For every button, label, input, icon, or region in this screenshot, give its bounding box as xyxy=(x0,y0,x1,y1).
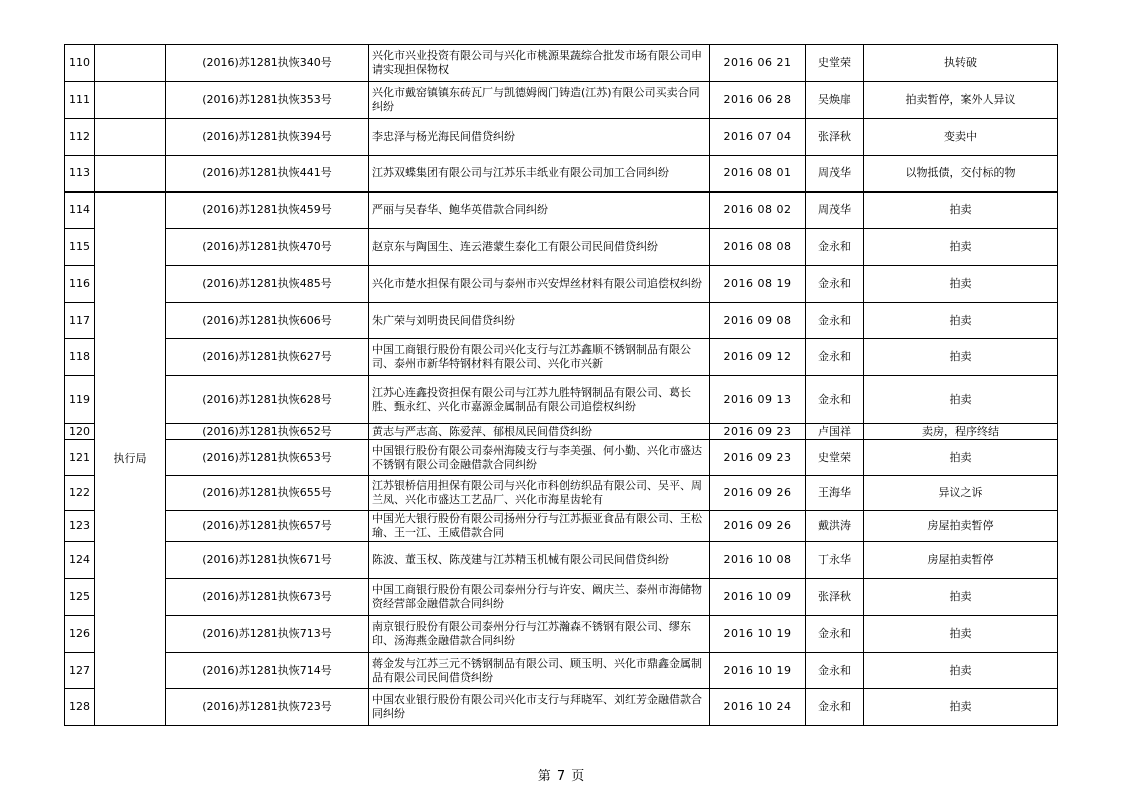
row-number: 118 xyxy=(65,339,95,376)
case-status: 拍卖 xyxy=(864,303,1058,339)
case-status: 拍卖 xyxy=(864,229,1058,266)
case-status: 房屋拍卖暂停 xyxy=(864,511,1058,542)
row-number: 119 xyxy=(65,376,95,424)
case-parties-text: 李忠泽与杨光海民间借贷纠纷 xyxy=(372,130,515,143)
table-row xyxy=(65,579,1058,616)
case-parties xyxy=(369,440,710,476)
filing-date: 2016 10 19 xyxy=(710,616,806,653)
judge-name: 金永和 xyxy=(806,339,864,376)
filing-date: 2016 08 02 xyxy=(710,192,806,229)
case-parties-text: 严丽与吴春华、鲍华英借款合同纠纷 xyxy=(372,203,548,217)
case-parties-text: 中国农业银行股份有限公司兴化市支行与拜晓军、刘红芳金融借款合同纠纷 xyxy=(372,693,702,720)
judge-name: 张泽秋 xyxy=(806,579,864,616)
case-status: 拍卖 xyxy=(864,689,1058,726)
case-parties-text: 中国工商银行股份有限公司兴化支行与江苏鑫顺不锈钢制品有限公司、泰州市新华特钢材料有限公司、兴化市兴新 xyxy=(372,343,691,370)
filing-date: 2016 09 08 xyxy=(710,303,806,339)
judge-name: 卢国祥 xyxy=(806,424,864,440)
case-parties xyxy=(369,689,710,726)
case-parties-text: 中国银行股份有限公司泰州海陵支行与李美强、何小勤、兴化市盛达不锈钢有限公司金融借款合同纠纷 xyxy=(372,443,702,471)
case-parties xyxy=(369,511,710,542)
case-number: (2016)苏1281执恢652号 xyxy=(166,424,369,440)
filing-date: 2016 09 13 xyxy=(710,376,806,424)
filing-date: 2016 08 19 xyxy=(710,266,806,303)
case-parties-text: 江苏心连鑫投资担保有限公司与江苏九胜特钢制品有限公司、葛长胜、甄永红、兴化市嘉源金属制品有限公司追偿权纠纷 xyxy=(372,385,691,413)
case-parties xyxy=(369,476,710,511)
table-row xyxy=(65,616,1058,653)
case-status: 拍卖暂停，案外人异议 xyxy=(864,82,1058,119)
case-parties-text: 南京银行股份有限公司泰州分行与江苏瀚森不锈钢有限公司、缪东印、汤海燕金融借款合同纠纷 xyxy=(372,620,691,647)
case-parties xyxy=(369,424,710,440)
case-number: (2016)苏1281执恢627号 xyxy=(166,339,369,376)
judge-name: 金永和 xyxy=(806,653,864,689)
case-number: (2016)苏1281执恢628号 xyxy=(166,376,369,424)
case-parties-text: 陈波、董玉权、陈茂建与江苏精玉机械有限公司民间借贷纠纷 xyxy=(372,553,669,566)
filing-date: 2016 10 24 xyxy=(710,689,806,726)
filing-date: 2016 10 09 xyxy=(710,579,806,616)
judge-name: 戴洪涛 xyxy=(806,511,864,542)
case-number: (2016)苏1281执恢657号 xyxy=(166,511,369,542)
filing-date: 2016 07 04 xyxy=(710,119,806,156)
table-row xyxy=(65,440,1058,476)
case-status: 拍卖 xyxy=(864,616,1058,653)
judge-name: 王海华 xyxy=(806,476,864,511)
case-number: (2016)苏1281执恢470号 xyxy=(166,229,369,266)
case-parties-text: 江苏双蝶集团有限公司与江苏乐丰纸业有限公司加工合同纠纷 xyxy=(372,166,669,180)
table-row xyxy=(65,82,1058,119)
case-parties-text: 蒋金发与江苏三元不锈钢制品有限公司、顾玉明、兴化市鼎鑫金属制品有限公司民间借贷纠纷 xyxy=(372,656,702,684)
case-parties-text: 兴化市戴窑镇镇东砖瓦厂与凯德姆阀门铸造(江苏)有限公司买卖合同纠纷 xyxy=(372,86,700,113)
case-number: (2016)苏1281执恢606号 xyxy=(166,303,369,339)
row-number: 111 xyxy=(65,82,95,119)
table-row xyxy=(65,303,1058,339)
case-parties-text: 朱广荣与刘明贵民间借贷纠纷 xyxy=(372,313,515,327)
case-number: (2016)苏1281执恢485号 xyxy=(166,266,369,303)
case-number: (2016)苏1281执恢459号 xyxy=(166,192,369,229)
row-number: 125 xyxy=(65,579,95,616)
case-table-body xyxy=(65,45,1058,726)
row-number: 122 xyxy=(65,476,95,511)
table-row xyxy=(65,424,1058,440)
row-number: 124 xyxy=(65,542,95,579)
judge-name: 吴焕扉 xyxy=(806,82,864,119)
case-status: 拍卖 xyxy=(864,579,1058,616)
judge-name: 金永和 xyxy=(806,229,864,266)
table-row xyxy=(65,339,1058,376)
case-number: (2016)苏1281执恢723号 xyxy=(166,689,369,726)
case-status: 房屋拍卖暂停 xyxy=(864,542,1058,579)
page-number: 第 7 页 xyxy=(537,769,586,784)
filing-date: 2016 06 28 xyxy=(710,82,806,119)
case-parties-text: 兴化市兴业投资有限公司与兴化市桃源果蔬综合批发市场有限公司申请实现担保物权 xyxy=(372,49,702,76)
case-number: (2016)苏1281执恢714号 xyxy=(166,653,369,689)
table-row xyxy=(65,542,1058,579)
row-number: 112 xyxy=(65,119,95,156)
judge-name: 史堂荣 xyxy=(806,45,864,82)
table-row xyxy=(65,45,1058,82)
case-number: (2016)苏1281执恢653号 xyxy=(166,440,369,476)
case-status: 拍卖 xyxy=(864,339,1058,376)
case-status: 拍卖 xyxy=(864,376,1058,424)
row-number: 113 xyxy=(65,156,95,192)
judge-name: 金永和 xyxy=(806,616,864,653)
table-row xyxy=(65,266,1058,303)
row-number: 128 xyxy=(65,689,95,726)
filing-date: 2016 09 23 xyxy=(710,424,806,440)
table-row xyxy=(65,119,1058,156)
case-parties xyxy=(369,266,710,303)
judge-name: 周茂华 xyxy=(806,192,864,229)
case-parties xyxy=(369,156,710,192)
case-parties xyxy=(369,119,710,156)
case-parties xyxy=(369,653,710,689)
row-number: 110 xyxy=(65,45,95,82)
case-parties xyxy=(369,376,710,424)
filing-date: 2016 10 08 xyxy=(710,542,806,579)
case-status: 拍卖 xyxy=(864,192,1058,229)
case-number: (2016)苏1281执恢655号 xyxy=(166,476,369,511)
case-parties-text: 黄志与严志高、陈爱萍、郁根凤民间借贷纠纷 xyxy=(372,424,592,438)
case-parties xyxy=(369,616,710,653)
table-row xyxy=(65,653,1058,689)
table-row xyxy=(65,689,1058,726)
case-parties xyxy=(369,229,710,266)
case-number: (2016)苏1281执恢353号 xyxy=(166,82,369,119)
case-parties xyxy=(369,192,710,229)
case-parties xyxy=(369,45,710,82)
table-row xyxy=(65,192,1058,229)
case-status: 拍卖 xyxy=(864,653,1058,689)
filing-date: 2016 09 12 xyxy=(710,339,806,376)
case-status: 以物抵债，交付标的物 xyxy=(864,156,1058,192)
case-number: (2016)苏1281执恢441号 xyxy=(166,156,369,192)
judge-name: 张泽秋 xyxy=(806,119,864,156)
row-number: 123 xyxy=(65,511,95,542)
table-row xyxy=(65,156,1058,192)
row-number: 121 xyxy=(65,440,95,476)
table-row xyxy=(65,376,1058,424)
filing-date: 2016 08 01 xyxy=(710,156,806,192)
row-number: 117 xyxy=(65,303,95,339)
case-parties-text: 兴化市楚水担保有限公司与泰州市兴安焊丝材料有限公司追偿权纠纷 xyxy=(372,277,702,290)
case-status: 异议之诉 xyxy=(864,476,1058,511)
case-number: (2016)苏1281执恢671号 xyxy=(166,542,369,579)
judge-name: 丁永华 xyxy=(806,542,864,579)
department-cell xyxy=(95,119,166,156)
table-row xyxy=(65,476,1058,511)
case-table xyxy=(64,44,1058,726)
filing-date: 2016 08 08 xyxy=(710,229,806,266)
table-row xyxy=(65,511,1058,542)
filing-date: 2016 09 26 xyxy=(710,476,806,511)
case-parties xyxy=(369,579,710,616)
judge-name: 周茂华 xyxy=(806,156,864,192)
case-status: 执转破 xyxy=(864,45,1058,82)
case-number: (2016)苏1281执恢340号 xyxy=(166,45,369,82)
case-status: 变卖中 xyxy=(864,119,1058,156)
judge-name: 金永和 xyxy=(806,689,864,726)
row-number: 120 xyxy=(65,424,95,440)
row-number: 114 xyxy=(65,192,95,229)
filing-date: 2016 09 23 xyxy=(710,440,806,476)
case-parties xyxy=(369,82,710,119)
case-status: 拍卖 xyxy=(864,266,1058,303)
case-number: (2016)苏1281执恢673号 xyxy=(166,579,369,616)
judge-name: 金永和 xyxy=(806,303,864,339)
filing-date: 2016 09 26 xyxy=(710,511,806,542)
row-number: 126 xyxy=(65,616,95,653)
filing-date: 2016 06 21 xyxy=(710,45,806,82)
judge-name: 金永和 xyxy=(806,266,864,303)
case-parties-text: 赵京东与陶国生、连云港蒙生泰化工有限公司民间借贷纠纷 xyxy=(372,240,658,253)
case-number: (2016)苏1281执恢394号 xyxy=(166,119,369,156)
filing-date: 2016 10 19 xyxy=(710,653,806,689)
case-parties xyxy=(369,542,710,579)
row-number: 115 xyxy=(65,229,95,266)
department-cell xyxy=(95,82,166,119)
case-parties-text: 江苏银桥信用担保有限公司与兴化市科创纺织品有限公司、吴平、周兰凤、兴化市盛达工艺品厂、兴化市海星齿轮有 xyxy=(372,479,702,506)
department-label: 执行局 xyxy=(95,192,166,726)
case-parties-text: 中国光大银行股份有限公司扬州分行与江苏振亚食品有限公司、王松瑜、王一江、王威借款合同 xyxy=(372,512,702,539)
department-cell xyxy=(95,156,166,192)
case-parties xyxy=(369,339,710,376)
row-number: 127 xyxy=(65,653,95,689)
case-parties xyxy=(369,303,710,339)
case-status: 拍卖 xyxy=(864,440,1058,476)
case-number: (2016)苏1281执恢713号 xyxy=(166,616,369,653)
table-row xyxy=(65,229,1058,266)
row-number: 116 xyxy=(65,266,95,303)
judge-name: 史堂荣 xyxy=(806,440,864,476)
judge-name: 金永和 xyxy=(806,376,864,424)
case-status: 卖房，程序终结 xyxy=(864,424,1058,440)
department-cell xyxy=(95,45,166,82)
case-parties-text: 中国工商银行股份有限公司泰州分行与许安、阚庆兰、泰州市海储物资经营部金融借款合同纠纷 xyxy=(372,583,702,610)
